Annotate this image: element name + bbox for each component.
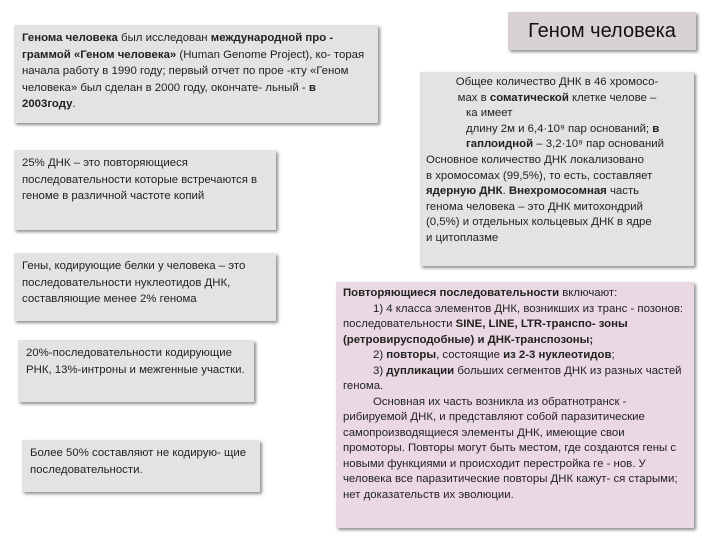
noncoding-box: Более 50% составляют не кодирую- щие последовательности. (22, 440, 260, 492)
rna-coding-box: 20%-последовательности кодирующие РНК, 13%-интроны и межгенные участки. (18, 340, 254, 402)
repeated-sequences-box: Повторяющиеся последовательности включают: 1) 4 класса элементов ДНК, возникших из транс - позонов: последовательности SINE, LINE, LTR-транспо- зоны (ретровирусподобные) и ДНК-транспозоны; 2) повторы, состоящие из 2-3 нуклеотидов; 3) дупликации больших сегментов ДНК из разных частей генома. Основная их часть возникла из обратнотранск - рибируемой ДНК, и представляют собой паразитические самопроизводящиеся элементы ДНК, имеющие свои промоторы. Повторы могут быть местом, где создаются гены с новыми функциями и происходит перестройка ге - нов. У человека все паразитические повторы ДНК кажут- ся старыми; нет доказательств их эволюции. (336, 282, 694, 528)
coding-genes-box: Гены, кодирующие белки у человека – это последовательности нуклеотидов ДНК, составляющие менее 2% генома (14, 253, 276, 321)
slide-title: Геном человека (508, 12, 696, 50)
genome-project-box: Генома человека был исследован международной про - граммой «Геном человека» (Human Genome Project), ко- торая начала работу в 1990 году; первый отчет по прое -кту «Геном человека» был сделан в 2000 году, окончате- льный - в 2003году. (14, 25, 378, 123)
repeats-25-box: 25% ДНК – это повторяющиеся последовательности которые встречаются в геноме в различной частоте копий (14, 150, 276, 230)
dna-amount-box: Общее количество ДНК в 46 хромосо- мах в соматической клетке челове – ка имеет длину 2м и 6,4·10⁹ пар оснований; в гаплоидной – 3,2·10⁹ пар оснований Основное количество ДНК локализовано в хромосомах (99,5%), то есть, составляет ядерную ДНК. Внехромосомная часть генома человека – это ДНК митохондрий (0,5%) и отдельных кольцевых ДНК в ядре и цитоплазме (420, 72, 694, 266)
